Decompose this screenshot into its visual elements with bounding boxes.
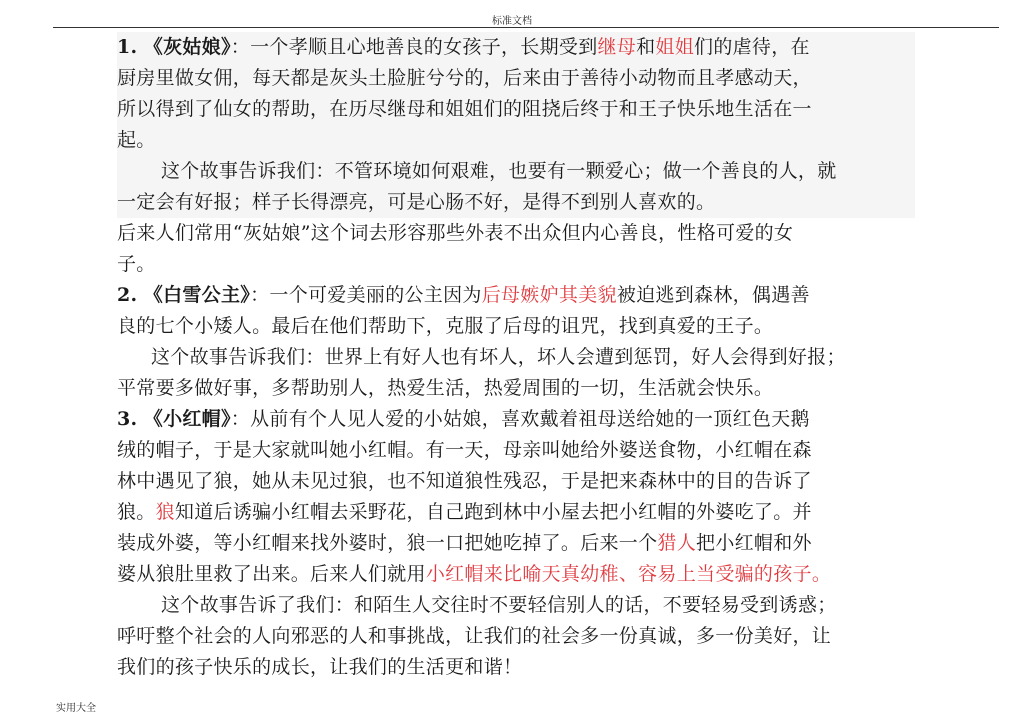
- story1-line-3: 所以得到了仙女的帮助，在历尽继母和姐姐们的阻挠后终于和王子快乐地生活在一: [117, 94, 915, 125]
- story2-line-2: 良的七个小矮人。最后在他们帮助下，克服了后母的诅咒，找到真爱的王子。: [117, 315, 774, 337]
- story3-line-4: [117, 497, 915, 528]
- story3-moral-line-3: 我们的孩子快乐的成长，让我们的生活更和谐！: [117, 656, 523, 678]
- story3-line-5: [117, 528, 915, 559]
- header-divider: [53, 27, 999, 28]
- story2-highlight: 后母嫉妒其美貌: [481, 284, 617, 306]
- story3-text: 装成外婆，等小红帽来找外婆时，狼一口把她吃掉了。后来一个: [117, 532, 658, 554]
- story2-text: ：一个可爱美丽的公主因为: [250, 284, 482, 306]
- story1-highlight-sisters: 姐姐: [655, 36, 695, 58]
- story1-number: 1.: [117, 36, 138, 58]
- story3-text: 狼。: [117, 501, 156, 523]
- story3-highlight-hunter: 猎人: [657, 532, 697, 554]
- story1-moral-line-1: 这个故事告诉我们：不管环境如何艰难，也要有一颗爱心；做一个善良的人，就: [117, 156, 915, 187]
- story1-title: 《灰姑娘》: [143, 36, 231, 58]
- story1-text: 们的虐待，在: [694, 36, 810, 58]
- story2-line-1: [117, 280, 915, 311]
- story3-moral-line-2: 呼吁整个社会的人向邪恶的人和事挑战，让我们的社会多一份真诚，多一份美好，让: [117, 625, 832, 647]
- story3-line-1: [117, 404, 915, 435]
- story1-text: 和: [636, 36, 656, 58]
- story3-text: ：从前有个人见人爱的小姑娘，喜欢戴着祖母送给她的一顶红色天鹅: [230, 408, 810, 430]
- story2-number: 2.: [117, 284, 138, 306]
- story2-text: 被迫逃到森林，偶遇善: [616, 284, 810, 306]
- story1-moral-line-2: 一定会有好报；样子长得漂亮，可是心肠不好，是得不到别人喜欢的。: [117, 187, 915, 218]
- story1-line-1: [117, 32, 915, 63]
- story3-moral-line-1: 这个故事告诉了我们：和陌生人交往时不要轻信别人的话，不要轻易受到诱惑；: [161, 594, 837, 616]
- page-header: 标准文档: [492, 16, 532, 27]
- story3-text: 婆从狼肚里救了出来。后来人们就用: [117, 563, 426, 585]
- story2-moral-line-1: 这个故事告诉我们：世界上有好人也有坏人，坏人会遭到惩罚，好人会得到好报；: [151, 346, 846, 368]
- story2-moral-line-2: 平常要多做好事，多帮助别人，热爱生活，热爱周围的一切，生活就会快乐。: [117, 377, 774, 399]
- story1-highlight-stepmother: 继母: [597, 36, 637, 58]
- story3-title: 《小红帽》: [143, 408, 231, 430]
- page-footer: 实用大全: [56, 703, 96, 714]
- story3-number: 3.: [117, 408, 138, 430]
- story1-line-2: 厨房里做女佣，每天都是灰头土脸脏兮兮的，后来由于善待小动物而且孝感动天，: [117, 63, 915, 94]
- story3-text: 把小红帽和外: [696, 532, 812, 554]
- story3-line-2: 绒的帽子，于是大家就叫她小红帽。有一天，母亲叫她给外婆送食物，小红帽在森: [117, 439, 812, 461]
- story1-text: ：一个孝顺且心地善良的女孩子，长期受到: [230, 36, 598, 58]
- story3-line-6: [117, 559, 915, 590]
- story3-highlight-metaphor: 小红帽来比喻天真幼稚、容易上当受骗的孩子。: [425, 563, 832, 585]
- story1-usage-line-2: 子。: [117, 253, 156, 275]
- story3-text: 知道后诱骗小红帽去采野花，自己跑到林中小屋去把小红帽的外婆吃了。并: [174, 501, 812, 523]
- story3-line-3: 林中遇见了狼，她从未见过狼，也不知道狼性残忍，于是把来森林中的目的告诉了: [117, 470, 812, 492]
- story3-highlight-wolf: 狼: [155, 501, 175, 523]
- story1-usage-line-1: 后来人们常用“灰姑娘”这个词去形容那些外表不出众但内心善良，性格可爱的女: [117, 222, 794, 244]
- document-body: [117, 32, 915, 683]
- story1-line-4: 起。: [117, 125, 915, 156]
- story2-title: 《白雪公主》: [143, 284, 251, 306]
